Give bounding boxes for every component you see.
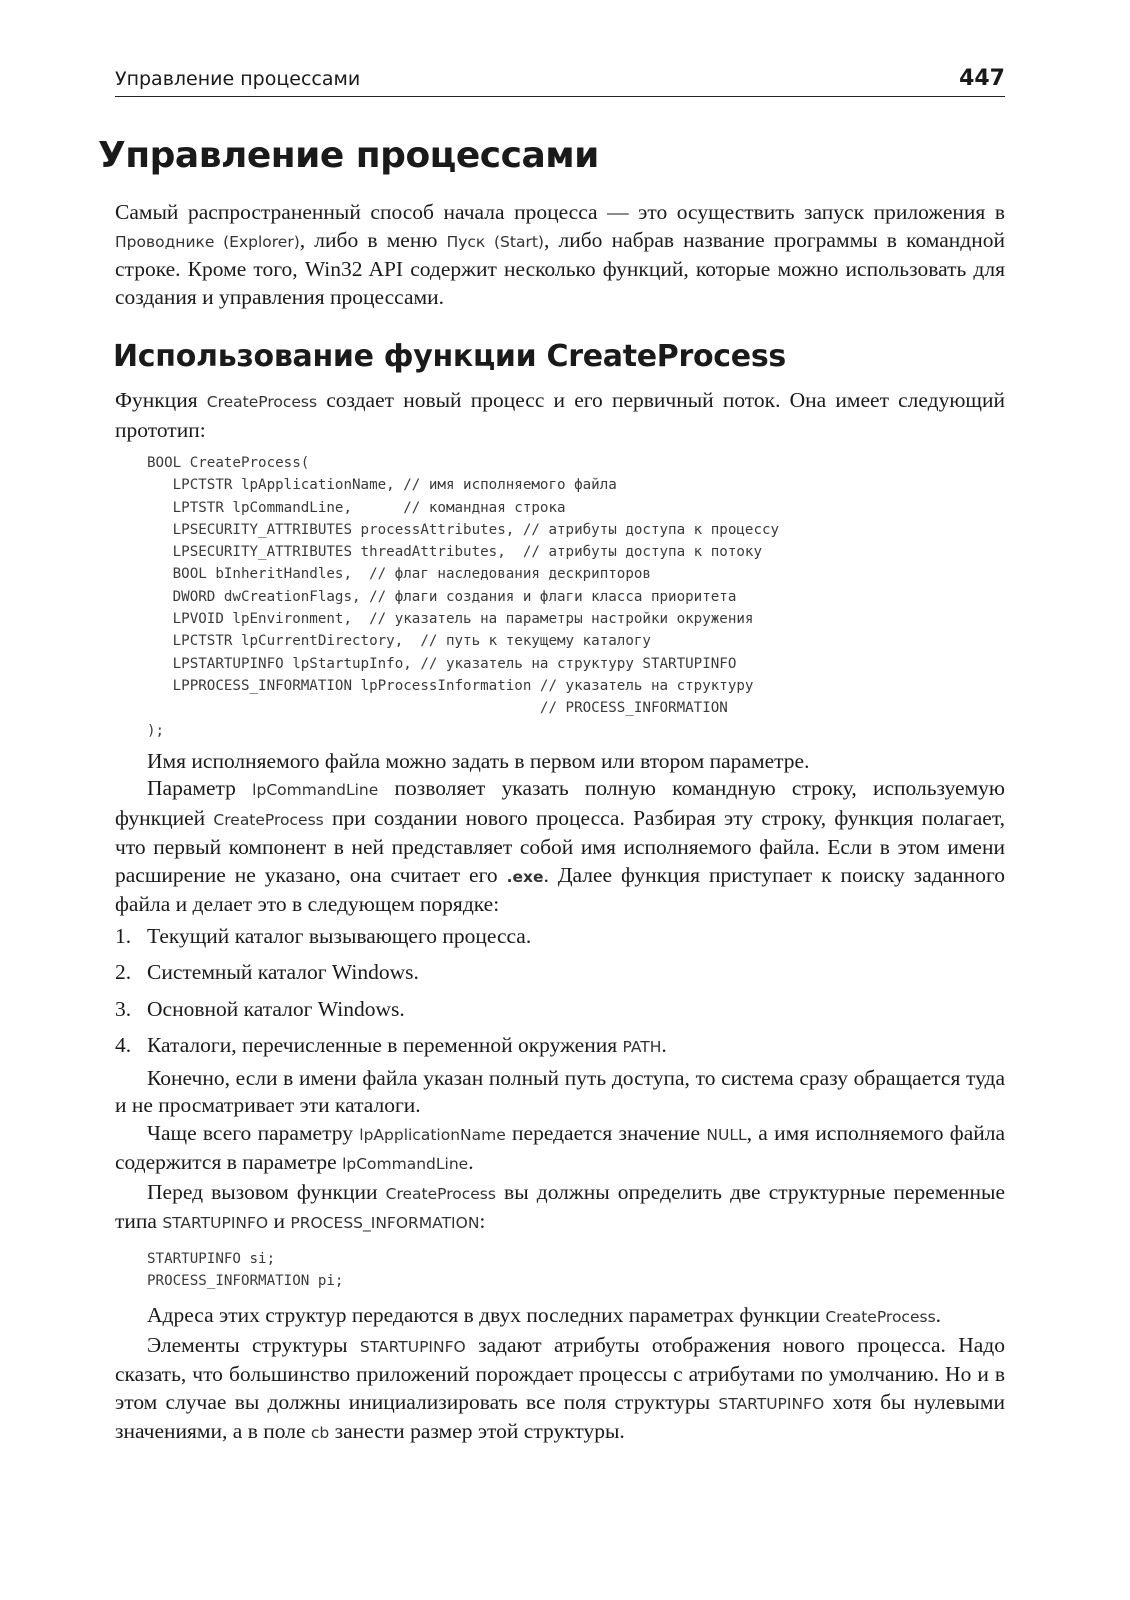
text-run: при создании нового процесса. Разбирая эту строку, функция полагает, что первый компонент в ней представляет собой имя исполняемого файла. Если в этом имени расширение не указано, она считает его bbox=[115, 805, 1005, 887]
list-item bbox=[115, 1032, 1005, 1062]
text-run: : bbox=[479, 1209, 486, 1234]
code-line: BOOL bInheritHandles, // флаг наследования дескрипторов bbox=[147, 566, 651, 583]
list-item bbox=[115, 996, 1005, 1024]
inline-term: Пуск (Start) bbox=[446, 232, 544, 251]
text-run: Функция bbox=[115, 388, 207, 412]
text-run: позволяет указать полную командную строку, используемую функцией bbox=[115, 776, 1005, 830]
code-line: STARTUPINFO si; bbox=[147, 1250, 276, 1267]
paragraph-fullpath: Конечно, если в имени файла указан полный путь доступа, то система сразу обращается туда и не просматривает эти каталоги. bbox=[115, 1065, 1005, 1118]
list-text: Текущий каталог вызывающего процесса. bbox=[147, 923, 532, 948]
inline-code: lpCommandLine bbox=[252, 781, 379, 800]
text-run: Параметр bbox=[147, 776, 253, 801]
list-text: Основной каталог Windows. bbox=[147, 996, 405, 1021]
text-run: Элементы структуры bbox=[147, 1332, 360, 1357]
code-line: LPCTSTR lpApplicationName, // имя исполняемого файла bbox=[147, 477, 617, 494]
running-title: Управление процессами bbox=[115, 68, 361, 90]
inline-code: CreateProcess bbox=[385, 1184, 496, 1203]
code-line: DWORD dwCreationFlags, // флаги создания и флаги класса приоритета bbox=[147, 588, 737, 605]
paragraph-filename: Имя исполняемого файла можно задать в первом или втором параметре. bbox=[147, 748, 810, 773]
inline-code: lpApplicationName bbox=[359, 1125, 506, 1144]
inline-code: PATH bbox=[622, 1038, 662, 1057]
code-line: LPTSTR lpCommandLine, // командная строка bbox=[147, 499, 566, 516]
text-run: хотя бы нулевыми значениями, а в поле bbox=[115, 1389, 1005, 1444]
struct-code-block bbox=[147, 1248, 1005, 1293]
inline-code: .exe bbox=[506, 867, 544, 886]
text-run: . bbox=[468, 1150, 474, 1175]
text-run: , а имя исполняемого файла содержится в параметре bbox=[115, 1120, 1006, 1175]
list-text: Каталоги, перечисленные в переменной окружения bbox=[147, 1033, 623, 1058]
list-number: 4. bbox=[115, 1033, 132, 1058]
running-header bbox=[115, 58, 1005, 97]
list-item bbox=[115, 959, 1005, 987]
list-number: 1. bbox=[115, 923, 132, 948]
inline-code: STARTUPINFO bbox=[359, 1337, 466, 1356]
list-number: 3. bbox=[115, 996, 132, 1021]
page-number: 447 bbox=[959, 66, 1005, 91]
inline-code: CreateProcess bbox=[825, 1308, 936, 1327]
code-line: ); bbox=[147, 722, 165, 739]
code-line: LPSECURITY_ATTRIBUTES processAttributes, // атрибуты доступа к процессу bbox=[147, 521, 780, 538]
code-line: LPSTARTUPINFO lpStartupInfo, // указатель на структуру STARTUPINFO bbox=[147, 655, 737, 672]
text-run: вы должны определить две структурные переменные типа bbox=[115, 1179, 1005, 1234]
text-run: , либо в меню bbox=[299, 227, 447, 252]
inline-code: CreateProcess bbox=[213, 810, 324, 829]
code-line: LPVOID lpEnvironment, // указатель на параметры настройки окружения bbox=[147, 611, 754, 628]
code-line: LPCTSTR lpCurrentDirectory, // путь к текущему каталогу bbox=[147, 633, 651, 650]
section-title: Использование функции CreateProcess bbox=[113, 339, 786, 374]
code-line: LPSECURITY_ATTRIBUTES threadAttributes, // атрибуты доступа к потоку bbox=[147, 544, 762, 561]
list-item bbox=[115, 923, 1005, 951]
list-number: 2. bbox=[115, 960, 132, 985]
paragraph-addresses bbox=[115, 1302, 1005, 1332]
code-line: BOOL CreateProcess( bbox=[147, 455, 310, 471]
text-run: занести размер этой структуры. bbox=[329, 1419, 625, 1444]
text-run: Адреса этих структур передаются в двух последних параметрах функции bbox=[147, 1303, 826, 1328]
inline-code: NULL bbox=[706, 1125, 747, 1144]
inline-term: Проводнике (Explorer) bbox=[115, 232, 300, 251]
paragraph-createprocess bbox=[115, 387, 1005, 444]
code-line: LPPROCESS_INFORMATION lpProcessInformation // указатель на структуру bbox=[147, 677, 754, 694]
text-run: задают атрибуты отображения нового процесса. Надо сказать, что большинство приложений порождает процессы с атрибутами по умолчанию. Но и в этом случае вы должны инициализировать все поля структуры bbox=[115, 1332, 1005, 1414]
paragraph-commandline bbox=[115, 775, 1005, 919]
text-run: создает новый процесс и его первичный поток. Она имеет следующий прототип: bbox=[115, 388, 1005, 442]
book-page bbox=[98, 58, 1006, 1448]
paragraph-startupinfo bbox=[115, 1332, 1005, 1448]
inline-code: CreateProcess bbox=[206, 393, 318, 411]
list-tail: . bbox=[661, 1033, 667, 1058]
text-run: , либо набрав название программы в командной строке. Кроме того, Win32 API содержит несколько функций, которые можно использовать для создания и управления процессами. bbox=[115, 227, 1005, 309]
inline-code: STARTUPINFO bbox=[718, 1394, 825, 1413]
paragraph-appname bbox=[115, 1120, 1005, 1179]
text-run: и bbox=[268, 1209, 291, 1234]
code-line: // PROCESS_INFORMATION bbox=[147, 700, 728, 717]
inline-code: PROCESS_INFORMATION bbox=[290, 1214, 480, 1233]
chapter-title: Управление процессами bbox=[98, 135, 599, 176]
inline-code: STARTUPINFO bbox=[162, 1214, 269, 1233]
code-line: PROCESS_INFORMATION pi; bbox=[147, 1273, 344, 1290]
inline-code: cb bbox=[310, 1424, 330, 1443]
text-run: . Далее функция приступает к поиску заданного файла и делает это в следующем порядке: bbox=[115, 862, 1005, 917]
text-run: передается значение bbox=[505, 1120, 707, 1145]
intro-paragraph bbox=[115, 199, 1005, 311]
inline-code: lpCommandLine bbox=[342, 1155, 469, 1174]
text-run: Самый распространенный способ начала процесса — это осуществить запуск приложения в bbox=[115, 200, 1005, 224]
text-run: Чаще всего параметру bbox=[147, 1120, 360, 1145]
prototype-code-block bbox=[147, 452, 1005, 742]
paragraph-structures bbox=[115, 1179, 1005, 1238]
list-text: Системный каталог Windows. bbox=[147, 960, 419, 985]
search-order-list bbox=[115, 923, 1005, 1062]
text-run: Перед вызовом функции bbox=[147, 1179, 386, 1204]
text-run: . bbox=[935, 1303, 942, 1328]
